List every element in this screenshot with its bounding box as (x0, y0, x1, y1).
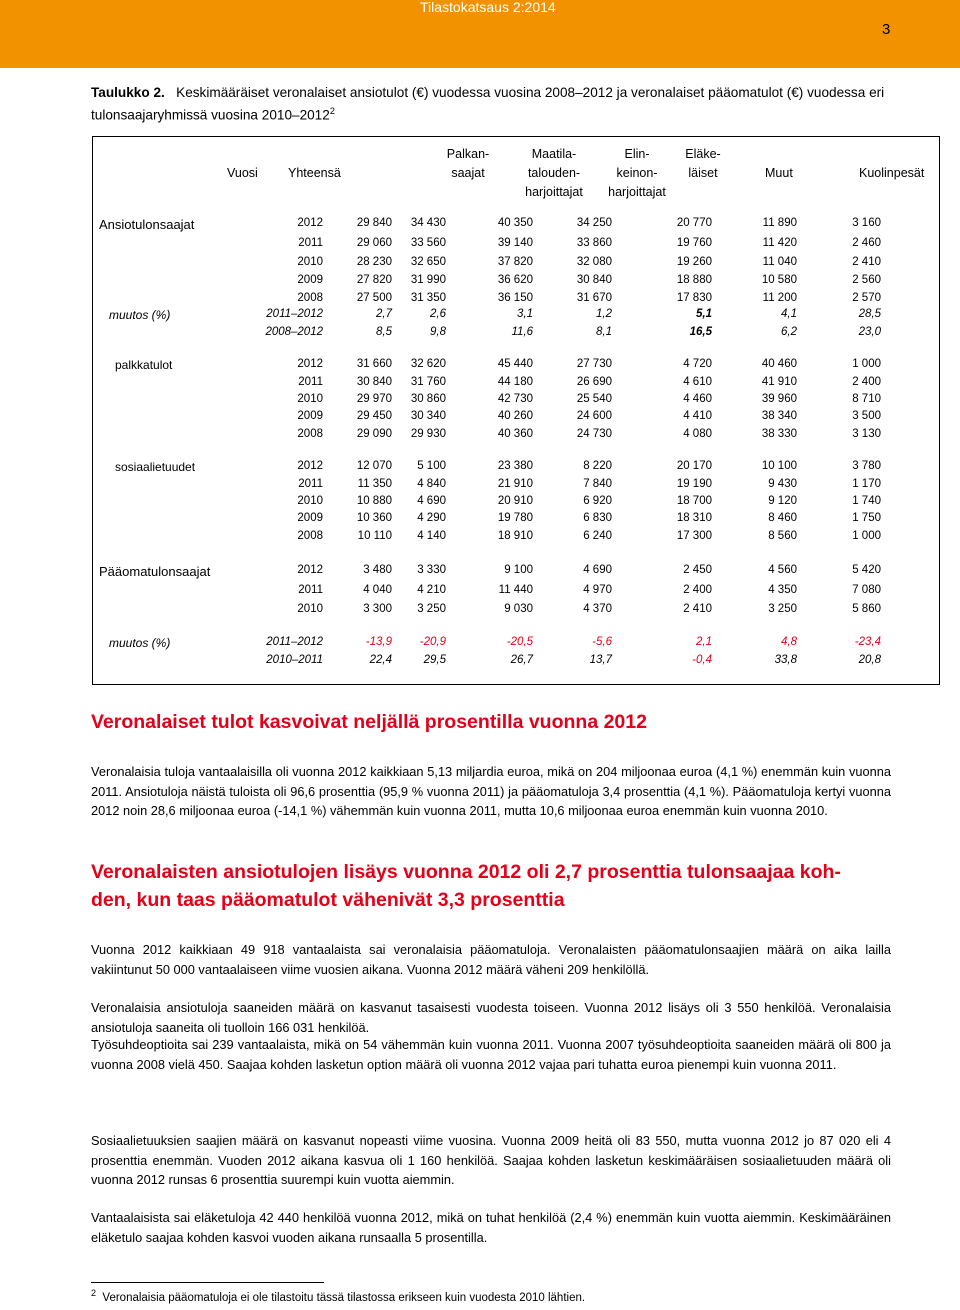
table-cell: 26 690 (576, 376, 612, 388)
table-cell-year: 2009 (297, 274, 323, 286)
header-elinkeino: Elin- keinon- harjoittajat (608, 147, 666, 199)
table-cell: 39 960 (761, 393, 797, 405)
table-cell: 5 100 (417, 460, 446, 472)
income-table (92, 136, 940, 685)
table-cell-year: 2008 (297, 292, 323, 304)
paragraph-1: Veronalaisia tuloja vantaalaisilla oli vuonna 2012 kaikkiaan 5,13 miljardia euroa, mikä on 204 miljoonaa euroa (4,1 %) enemmän kuin vuonna 2011. Ansiotuloja näistä tuloista oli 96,6 prosenttia (95,9 % vuonna 2011) ja pääomatuloja 3,4 prosenttia (4,1 %). Pääomatuloja kertyi vuonna 2012 noin 28,6 miljoonaa euroa (-14,1 %) vähemmän kuin vuonna 2011, mutta 10,6 miljoonaa euroa enemmän kuin vuonna 2010. (91, 764, 891, 818)
table-cell: 30 840 (356, 376, 392, 388)
paragraph-6: Vantaalaisista sai eläketuloja 42 440 henkilöä vuonna 2012, mikä on tuhat henkilöä (2,4 %) enemmän kuin vuotta aiemmin. Keskimääräinen eläketulo saajaa kohden kasvoi vuoden aikana runsaalla 5 prosentilla. (91, 1210, 891, 1245)
table-cell: 8,1 (596, 326, 612, 338)
table-cell: 31 670 (576, 292, 612, 304)
table-cell: 12 070 (356, 460, 392, 472)
table-cell-year: 2011–2012 (266, 636, 323, 648)
table-cell: 4 720 (683, 358, 712, 370)
table-cell: 33 860 (576, 237, 612, 249)
table-cell: 42 730 (497, 393, 533, 405)
table-cell: 3 500 (852, 410, 881, 422)
table-cell: 2 450 (683, 564, 712, 576)
table-cell: 8,5 (376, 326, 392, 338)
table-cell-year: 2010 (297, 256, 323, 268)
table-cell: 29 970 (356, 393, 392, 405)
footnote-divider (91, 1282, 324, 1283)
table-cell: 39 140 (497, 237, 533, 249)
table-cell: 40 360 (497, 428, 533, 440)
table-cell: 11 350 (357, 478, 392, 490)
table-cell: 3 250 (417, 603, 446, 615)
table-cell: 8 710 (852, 393, 881, 405)
table-cell: 19 780 (497, 512, 533, 524)
table-cell: 4 970 (583, 584, 612, 596)
section-muutos-1: muutos (%) (109, 308, 171, 322)
table-cell: 30 860 (410, 393, 446, 405)
table-cell: 6 920 (583, 495, 612, 507)
table-cell: 2 400 (683, 584, 712, 596)
table-cell-year: 2011 (298, 376, 323, 388)
table-cell: -20,9 (419, 636, 446, 648)
table-cell: 36 620 (497, 274, 533, 286)
table-cell: 4 610 (683, 376, 712, 388)
table-cell: -13,9 (365, 636, 392, 648)
table-cell: 8 220 (583, 460, 612, 472)
table-cell: 29 090 (356, 428, 392, 440)
table-cell-year: 2010–2011 (266, 654, 323, 666)
table-cell: 4 690 (417, 495, 446, 507)
table-cell: 4 350 (768, 584, 797, 596)
caption-text: Keskimääräiset veronalaiset ansiotulot (€) vuodessa vuosina 2008–2012 ja veronalaiset pääomatulot (€) vuodessa eri tulonsaajaryhmissä vuosina 2010–2012 (91, 85, 885, 123)
table-cell: 11 440 (498, 584, 533, 596)
table-cell: 31 990 (410, 274, 446, 286)
table-cell: 6 240 (583, 530, 612, 542)
table-cell: 9 430 (768, 478, 797, 490)
table-cell: 16,5 (689, 326, 712, 338)
table-cell: 21 910 (497, 478, 533, 490)
table-cell: -5,6 (592, 636, 612, 648)
table-cell-year: 2012 (297, 460, 323, 472)
table-cell: 4,8 (781, 636, 797, 648)
table-cell: 31 660 (356, 358, 392, 370)
table-cell: 1 000 (852, 530, 881, 542)
table-cell: 20,8 (858, 654, 881, 666)
table-cell: 22,4 (369, 654, 392, 666)
paragraph-4: Työsuhdeoptioita sai 239 vantaalaista, mikä on 54 vähemmän kuin vuonna 2011. Vuonna 2007 työsuhdeoptioita saaneiden määrä oli 800 ja vuonna 2008 vielä 450. Saajaa kohden lasketun option määrä oli vuonna 2012 vajaa pari tuhatta euroa pienempi kuin vuonna 2011. (91, 1037, 891, 1072)
section-sosiaalietuudet: sosiaalietuudet (115, 460, 196, 474)
header-palkansaajat: Palkan- saajat (446, 147, 490, 180)
table-cell: -23,4 (854, 636, 881, 648)
table-cell: 3 250 (768, 603, 797, 615)
table-cell: 4 560 (768, 564, 797, 576)
table-cell-year: 2009 (297, 512, 323, 524)
table-cell: 17 830 (676, 292, 712, 304)
table-cell: 1 750 (852, 512, 881, 524)
table-cell-year: 2011 (298, 237, 323, 249)
table-cell-year: 2010 (297, 495, 323, 507)
table-cell: 28,5 (858, 308, 881, 320)
table-cell-year: 2012 (297, 358, 323, 370)
header-maatila: Maatila- talouden- harjoittajat (525, 147, 583, 199)
table-cell: 36 150 (497, 292, 533, 304)
table-cell: 9 100 (504, 564, 533, 576)
caption-footnote-ref: 2 (329, 106, 335, 116)
table-cell: 29 060 (356, 237, 392, 249)
caption-label: Taulukko 2. (91, 85, 165, 100)
page-number: 3 (882, 21, 891, 38)
table-cell-year: 2008 (297, 428, 323, 440)
table-cell: 17 300 (676, 530, 712, 542)
heading-2-line-1: Veronalaisten ansiotulojen lisäys vuonna 2012 oli 2,7 prosenttia tulonsaajaa koh- (91, 861, 841, 883)
table-cell: 40 260 (497, 410, 533, 422)
table-cell: 30 840 (576, 274, 612, 286)
header-muut: Muut (765, 166, 793, 180)
footnote (91, 1288, 585, 1304)
table-cell: 4 140 (417, 530, 446, 542)
table-cell: 2 400 (852, 376, 881, 388)
table-cell: 2,1 (696, 636, 712, 648)
table-cell: 38 330 (761, 428, 797, 440)
table-cell: 4 040 (363, 584, 392, 596)
table-cell: 19 760 (676, 237, 712, 249)
table-cell: 29 930 (410, 428, 446, 440)
table-cell: 11 040 (762, 256, 797, 268)
table-cell: 11 200 (762, 292, 797, 304)
table-cell: 3 780 (852, 460, 881, 472)
table-cell: 3 160 (852, 217, 881, 229)
section-paaomatulonsaajat: Pääomatulonsaajat (99, 564, 211, 579)
table-cell: 2 570 (852, 292, 881, 304)
table-cell: 4 690 (583, 564, 612, 576)
table-cell: 38 340 (761, 410, 797, 422)
table-cell: 6,2 (781, 326, 797, 338)
table-cell: 10 580 (761, 274, 797, 286)
table-cell: 20 910 (497, 495, 533, 507)
table-cell: 27 500 (356, 292, 392, 304)
table-cell: 5,1 (696, 308, 712, 320)
table-cell: 2 410 (683, 603, 712, 615)
header-elakelaiset: Eläke- läiset (685, 147, 721, 180)
table-cell: 7 080 (852, 584, 881, 596)
table-cell: 31 350 (410, 292, 446, 304)
table-cell: -0,4 (692, 654, 712, 666)
table-cell-year: 2011–2012 (266, 308, 323, 320)
table-cell-year: 2012 (297, 564, 323, 576)
table-cell: 4 290 (417, 512, 446, 524)
table-cell: 23 380 (497, 460, 533, 472)
table-cell: 29 450 (356, 410, 392, 422)
table-cell-year: 2010 (297, 603, 323, 615)
table-cell: 13,7 (589, 654, 612, 666)
paragraph-5: Sosiaalietuuksien saajien määrä on kasvanut nopeasti viime vuosina. Vuonna 2009 heitä oli 83 550, mutta vuonna 2012 jo 87 020 eli 4 prosenttia enemmän. Vuoden 2012 aikana kasvua oli 1 160 henkilöä. Saajaa kohden lasketun keskimääräisen sosiaalietuuden määrä oli vuonna 2012 runsas 6 prosenttia suurempi kuin vuotta aiemmin. (91, 1133, 891, 1187)
table-cell: 34 430 (410, 217, 446, 229)
table-cell: 4 210 (417, 584, 446, 596)
table-cell: 7 840 (583, 478, 612, 490)
section-ansiotulonsaajat: Ansiotulonsaajat (99, 217, 195, 232)
table-cell: -20,5 (506, 636, 533, 648)
footnote-text: Veronalaisia pääomatuloja ei ole tilastoitu tässä tilastossa erikseen kuin vuodesta 2010 lähtien. (102, 1291, 586, 1304)
publication-title: Tilastokatsaus 2:2014 (420, 0, 556, 15)
heading-2-line-2: den, kun taas pääomatulot vähenivät 3,3 prosenttia (91, 889, 565, 911)
table-cell: 24 600 (576, 410, 612, 422)
table-cell: 9,8 (430, 326, 446, 338)
table-cell: 41 910 (761, 376, 797, 388)
table-cell: 3 130 (852, 428, 881, 440)
table-cell: 33,8 (774, 654, 797, 666)
table-cell: 40 460 (761, 358, 797, 370)
table-cell: 4 370 (583, 603, 612, 615)
table-cell: 8 460 (768, 512, 797, 524)
paragraph-3: Veronalaisia ansiotuloja saaneiden määrä on kasvanut tasaisesti vuodesta toiseen. Vuonna 2012 lisäys oli 3 550 henkilöä. Veronalaisia ansiotuloja saaneita oli tuolloin 166 031 henkilöä. (91, 1000, 891, 1035)
table-cell: 3 480 (363, 564, 392, 576)
table-cell: 19 260 (676, 256, 712, 268)
table-cell: 33 560 (410, 237, 446, 249)
table-cell: 18 910 (497, 530, 533, 542)
table-cell: 18 310 (676, 512, 712, 524)
paragraph-2: Vuonna 2012 kaikkiaan 49 918 vantaalaista sai veronalaisia pääomatuloja. Veronalaisten pääomatulonsaajien määrä on aika lailla vakiintunut 50 000 vantaalaiseen viime vuosien aikana. Vuonna 2012 määrä väheni 209 henkilöllä. (91, 942, 891, 977)
table-cell: 2,6 (430, 308, 446, 320)
table-cell: 9 030 (504, 603, 533, 615)
table-cell: 1 740 (852, 495, 881, 507)
table-cell: 18 880 (676, 274, 712, 286)
header-vuosi: Vuosi (227, 166, 258, 180)
table-cell: 18 700 (676, 495, 712, 507)
table-cell: 1,2 (596, 308, 612, 320)
table-cell: 11 890 (762, 217, 797, 229)
table-cell: 28 230 (356, 256, 392, 268)
table-cell: 20 170 (676, 460, 712, 472)
table-cell: 10 360 (356, 512, 392, 524)
table-cell-year: 2011 (298, 584, 323, 596)
table-cell-year: 2012 (297, 217, 323, 229)
table-cell: 29,5 (423, 654, 446, 666)
table-cell-year: 2010 (297, 393, 323, 405)
table-cell: 34 250 (576, 217, 612, 229)
header-yhteensa: Yhteensä (288, 166, 341, 180)
table-cell: 32 620 (410, 358, 446, 370)
table-cell-year: 2009 (297, 410, 323, 422)
section-muutos-2: muutos (%) (109, 636, 171, 650)
table-cell: 11,6 (511, 326, 533, 338)
table-cell: 5 420 (852, 564, 881, 576)
table-cell-year: 2008 (297, 530, 323, 542)
table-cell: 4 080 (683, 428, 712, 440)
table-cell-year: 2008–2012 (265, 326, 323, 338)
table-cell: 31 760 (410, 376, 446, 388)
table-cell: 1 000 (852, 358, 881, 370)
header-kuolinpesat: Kuolinpesät (859, 166, 925, 180)
table-cell: 29 840 (356, 217, 392, 229)
table-cell: 8 560 (768, 530, 797, 542)
table-cell: 19 190 (676, 478, 712, 490)
table-cell: 27 820 (356, 274, 392, 286)
table-cell: 30 340 (410, 410, 446, 422)
table-cell-year: 2011 (298, 478, 323, 490)
table-cell: 3,1 (517, 308, 533, 320)
table-cell: 3 330 (417, 564, 446, 576)
heading-1: Veronalaiset tulot kasvoivat neljällä prosentilla vuonna 2012 (91, 711, 647, 733)
table-cell: 27 730 (576, 358, 612, 370)
table-cell: 2 410 (852, 256, 881, 268)
table-cell: 10 880 (356, 495, 392, 507)
table-cell: 4 410 (683, 410, 712, 422)
table-cell: 3 300 (363, 603, 392, 615)
table-cell: 10 110 (357, 530, 392, 542)
table-cell: 1 170 (852, 478, 881, 490)
table-cell: 6 830 (583, 512, 612, 524)
table-cell: 2,7 (376, 308, 392, 320)
table-cell: 4 460 (683, 393, 712, 405)
table-cell: 5 860 (852, 603, 881, 615)
table-cell: 2 560 (852, 274, 881, 286)
table-cell: 25 540 (576, 393, 612, 405)
table-cell: 23,0 (858, 326, 881, 338)
table-cell: 44 180 (497, 376, 533, 388)
table-cell: 32 650 (410, 256, 446, 268)
table-cell: 11 420 (762, 237, 797, 249)
table-cell: 32 080 (576, 256, 612, 268)
table-cell: 4 840 (417, 478, 446, 490)
table-caption (91, 83, 911, 125)
table-cell: 9 120 (768, 495, 797, 507)
section-palkkatulot: palkkatulot (115, 358, 173, 372)
table-cell: 2 460 (852, 237, 881, 249)
table-cell: 4,1 (781, 308, 797, 320)
table-cell: 45 440 (497, 358, 533, 370)
table-cell: 37 820 (497, 256, 533, 268)
table-cell: 10 100 (761, 460, 797, 472)
table-cell: 24 730 (576, 428, 612, 440)
table-cell: 26,7 (510, 654, 533, 666)
footnote-mark: 2 (91, 1288, 97, 1298)
table-cell: 40 350 (497, 217, 533, 229)
table-cell: 20 770 (676, 217, 712, 229)
